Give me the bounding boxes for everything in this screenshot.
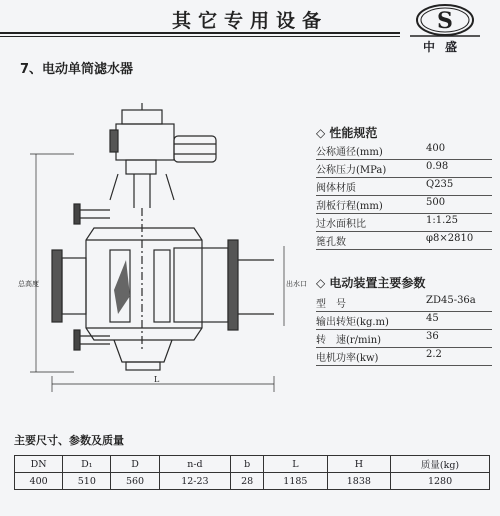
logo-company-name: 中盛 xyxy=(422,40,467,54)
performance-spec-value: 500 xyxy=(426,197,446,208)
electric-spec-label: 输出转矩(kg.m) xyxy=(316,317,389,328)
dim-label-outlet: 出水口 xyxy=(286,280,307,288)
dimensions-header-cell: D xyxy=(111,456,159,473)
performance-spec-title: ◇ 性能规范 xyxy=(316,126,378,140)
electric-spec-value: 45 xyxy=(426,313,439,324)
dimensions-value-cell: 560 xyxy=(111,473,159,490)
performance-spec-value: 400 xyxy=(426,143,446,154)
performance-spec-row xyxy=(316,197,500,214)
dimensions-header-row xyxy=(15,456,490,473)
dimensions-header-cell: D₁ xyxy=(63,456,111,473)
row-underline xyxy=(316,213,492,214)
dimensions-table xyxy=(14,455,490,490)
performance-spec-value: φ8×2810 xyxy=(426,233,474,244)
performance-spec-value: 0.98 xyxy=(426,161,449,172)
performance-spec-label: 篦孔数 xyxy=(316,237,346,248)
row-underline xyxy=(316,177,492,178)
electric-spec-label: 转 速(r/min) xyxy=(316,335,382,346)
performance-spec-row xyxy=(316,215,500,232)
header-rule-thick xyxy=(0,32,400,34)
performance-spec-row xyxy=(316,233,500,250)
performance-spec-row xyxy=(316,143,500,160)
performance-spec-row xyxy=(316,179,500,196)
dimensions-value-cell: 1185 xyxy=(264,473,327,490)
dimensions-value-cell: 400 xyxy=(15,473,63,490)
electric-spec-label: 电机功率(kw) xyxy=(316,353,379,364)
dimensions-header-cell: DN xyxy=(15,456,63,473)
dimensions-value-cell: 1280 xyxy=(391,473,490,490)
dimensions-value-row xyxy=(15,473,490,490)
electric-spec-row xyxy=(316,295,500,312)
performance-spec-label: 阀体材质 xyxy=(316,183,356,194)
dimensions-header-cell: b xyxy=(231,456,264,473)
electric-spec-row xyxy=(316,313,500,330)
electric-spec-value: ZD45-36a xyxy=(426,295,476,306)
dimensions-header-cell: H xyxy=(327,456,390,473)
electric-spec-row xyxy=(316,331,500,348)
dimensions-header-cell: n-d xyxy=(159,456,231,473)
electric-spec-value: 2.2 xyxy=(426,349,442,360)
dimensions-value-cell: 12-23 xyxy=(159,473,231,490)
row-underline xyxy=(316,347,492,348)
electric-spec-label: 型 号 xyxy=(316,299,346,310)
row-underline xyxy=(316,249,492,250)
page-header-title: 其它专用设备 xyxy=(171,10,328,32)
product-title: 7、电动单筒滤水器 xyxy=(20,62,134,77)
dimensions-caption: 主要尺寸、参数及质量 xyxy=(14,434,124,447)
dimensions-header-cell: 质量(kg) xyxy=(391,456,490,473)
header-rule-thin xyxy=(0,36,400,37)
performance-spec-label: 过水面积比 xyxy=(316,219,366,230)
row-underline xyxy=(316,365,492,366)
dim-label-length: L xyxy=(154,375,160,384)
performance-spec-label: 公称压力(MPa) xyxy=(316,165,387,176)
row-underline xyxy=(316,311,492,312)
dimensions-value-cell: 28 xyxy=(231,473,264,490)
performance-spec-value: 1:1.25 xyxy=(426,215,458,226)
row-underline xyxy=(316,231,492,232)
row-underline xyxy=(316,329,492,330)
electric-spec-value: 36 xyxy=(426,331,439,342)
filter-technical-drawing xyxy=(14,100,312,400)
dim-label-height: 总高度 xyxy=(18,280,39,288)
dimensions-value-cell: 510 xyxy=(63,473,111,490)
motor xyxy=(174,136,216,162)
electric-spec-row xyxy=(316,349,500,366)
performance-spec-value: Q235 xyxy=(426,179,454,190)
performance-spec-label: 刮板行程(mm) xyxy=(316,201,383,212)
row-underline xyxy=(316,195,492,196)
dimensions-value-cell: 1838 xyxy=(327,473,390,490)
electric-spec-title: ◇ 电动装置主要参数 xyxy=(316,276,426,290)
filter-body xyxy=(86,228,202,340)
actuator-body xyxy=(116,124,174,160)
row-underline xyxy=(316,159,492,160)
performance-spec-label: 公称通径(mm) xyxy=(316,147,383,158)
logo-letter: S xyxy=(437,8,453,34)
performance-spec-row xyxy=(316,161,500,178)
dimensions-header-cell: L xyxy=(264,456,327,473)
